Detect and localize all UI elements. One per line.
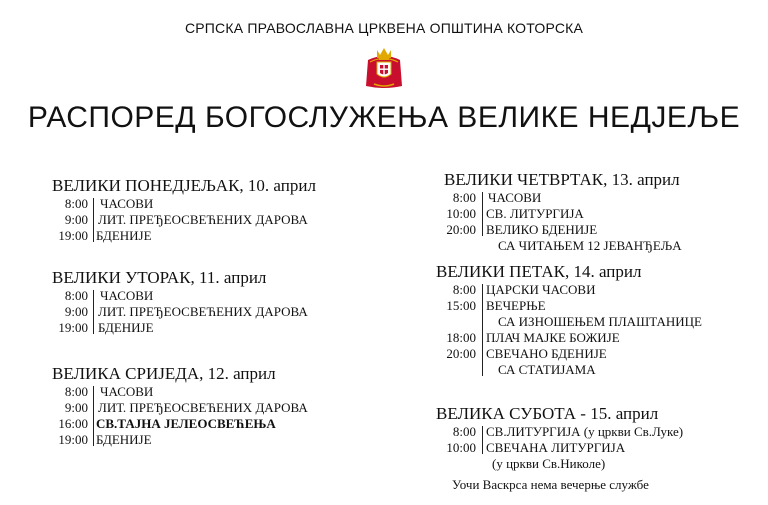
- service-time: 8:00: [64, 196, 88, 211]
- service-time: 8:00: [64, 288, 88, 303]
- service-row: [436, 314, 702, 330]
- service-list: [444, 190, 680, 254]
- service-time: 8:00: [452, 282, 476, 297]
- service-time: 19:00: [58, 432, 88, 447]
- day-block-saturday: [436, 404, 684, 472]
- service-row: [52, 304, 308, 320]
- coat-of-arms-icon: [364, 46, 404, 90]
- church-municipality-name: СРПСКА ПРАВОСЛАВНА ЦРКВЕНА ОПШТИНА КОТОРСКА: [184, 20, 584, 36]
- day-title: ВЕЛИКА СРИЈЕДА, 12. април: [52, 364, 276, 383]
- service-list: [436, 282, 702, 378]
- service-row: [436, 298, 642, 314]
- day-title: ВЕЛИКИ ПЕТАК, 14. април: [436, 262, 642, 281]
- service-time: 8:00: [452, 190, 476, 205]
- service-row: [52, 416, 276, 432]
- service-time: 9:00: [64, 212, 88, 227]
- page-title: РАСПОРЕД БОГОСЛУЖЕЊА ВЕЛИКЕ НЕДЈЕЉЕ: [27, 101, 741, 134]
- service-list: [52, 384, 308, 448]
- day-block-monday: [52, 176, 316, 244]
- service-note: (у цркви Св.Николе): [492, 456, 606, 471]
- day-block-thursday: [444, 170, 680, 254]
- service-name: ЧАСОВИ: [100, 288, 154, 303]
- service-row: [52, 400, 308, 416]
- service-row: [52, 288, 266, 304]
- footer-note: Уочи Васкрса нема вечерње службе: [452, 477, 649, 492]
- service-name: БДЕНИЈЕ: [98, 320, 154, 335]
- service-note: СА ЧИТАЊЕМ 12 ЈЕВАНЂЕЉА: [498, 238, 682, 253]
- service-name: ЛИТ. ПРЕЂЕОСВЕЋЕНИХ ДАРОВА: [98, 212, 308, 227]
- service-name: БДЕНИЈЕ: [96, 432, 152, 447]
- service-time: 15:00: [446, 298, 476, 313]
- service-row: [52, 320, 266, 336]
- service-row: [436, 440, 658, 456]
- service-row: [52, 212, 316, 228]
- day-block-wednesday: [52, 364, 308, 448]
- day-title: ВЕЛИКИ ПОНЕДЈЕЉАК, 10. април: [52, 176, 316, 195]
- service-name: СВ.ЛИТУРГИЈА (у цркви Св.Луке): [486, 424, 684, 439]
- service-name: ЦАРСКИ ЧАСОВИ: [486, 282, 596, 297]
- service-time: 16:00: [58, 416, 88, 431]
- service-name: СВ. ЛИТУРГИЈА: [486, 206, 584, 221]
- service-time: 9:00: [64, 304, 88, 319]
- service-name: ЧАСОВИ: [100, 196, 154, 211]
- service-name: ЧАСОВИ: [100, 384, 154, 399]
- service-name: ВЕЛИКО БДЕНИЈЕ: [486, 222, 598, 237]
- service-row: [444, 206, 680, 222]
- service-list: [436, 424, 684, 472]
- day-block-tuesday: [52, 268, 308, 336]
- service-row: [444, 190, 680, 206]
- service-row: [436, 346, 642, 362]
- service-time: 10:00: [446, 206, 476, 221]
- day-block-friday: [436, 262, 702, 378]
- service-row: [436, 282, 642, 298]
- service-name: СВ.ТАЈНА ЈЕЛЕОСВЕЋЕЊА: [96, 416, 276, 431]
- service-name: БДЕНИЈЕ: [96, 228, 152, 243]
- service-name: СВЕЧАНО БДЕНИЈЕ: [486, 346, 607, 361]
- service-row: [436, 424, 684, 440]
- service-time: 9:00: [64, 400, 88, 415]
- service-name: ВЕЧЕРЊЕ: [486, 298, 546, 313]
- service-row: [444, 222, 680, 238]
- day-title: ВЕЛИКА СУБОТА - 15. април: [436, 404, 659, 423]
- service-time: 8:00: [452, 424, 476, 439]
- service-note: СА СТАТИЈАМА: [498, 362, 596, 377]
- service-name: ПЛАЧ МАЈКЕ БОЖИЈЕ: [486, 330, 620, 345]
- service-row: [444, 238, 680, 254]
- service-time: 20:00: [446, 222, 476, 237]
- service-list: [52, 288, 308, 336]
- service-time: 19:00: [58, 320, 88, 335]
- service-name: ЧАСОВИ: [488, 190, 542, 205]
- service-time: 8:00: [64, 384, 88, 399]
- service-time: 20:00: [446, 346, 476, 361]
- service-name: СВЕЧАНА ЛИТУРГИЈА: [486, 440, 626, 455]
- service-name: ЛИТ. ПРЕЂЕОСВЕЋЕНИХ ДАРОВА: [98, 400, 308, 415]
- service-row: [52, 432, 276, 448]
- service-row: [52, 196, 316, 212]
- service-row: [436, 330, 642, 346]
- service-list: [52, 196, 316, 244]
- service-name: ЛИТ. ПРЕЂЕОСВЕЋЕНИХ ДАРОВА: [98, 304, 308, 319]
- service-time: 10:00: [446, 440, 476, 455]
- service-note: СА ИЗНОШЕЊЕМ ПЛАШТАНИЦЕ: [498, 314, 702, 329]
- day-title: ВЕЛИКИ ЧЕТВРТАК, 13. април: [444, 170, 680, 189]
- day-title: ВЕЛИКИ УТОРАК, 11. април: [52, 268, 267, 287]
- service-row: [436, 362, 642, 378]
- service-time: 19:00: [58, 228, 88, 243]
- service-row: [436, 456, 658, 472]
- service-row: [52, 384, 276, 400]
- service-row: [52, 228, 316, 244]
- service-time: 18:00: [446, 330, 476, 345]
